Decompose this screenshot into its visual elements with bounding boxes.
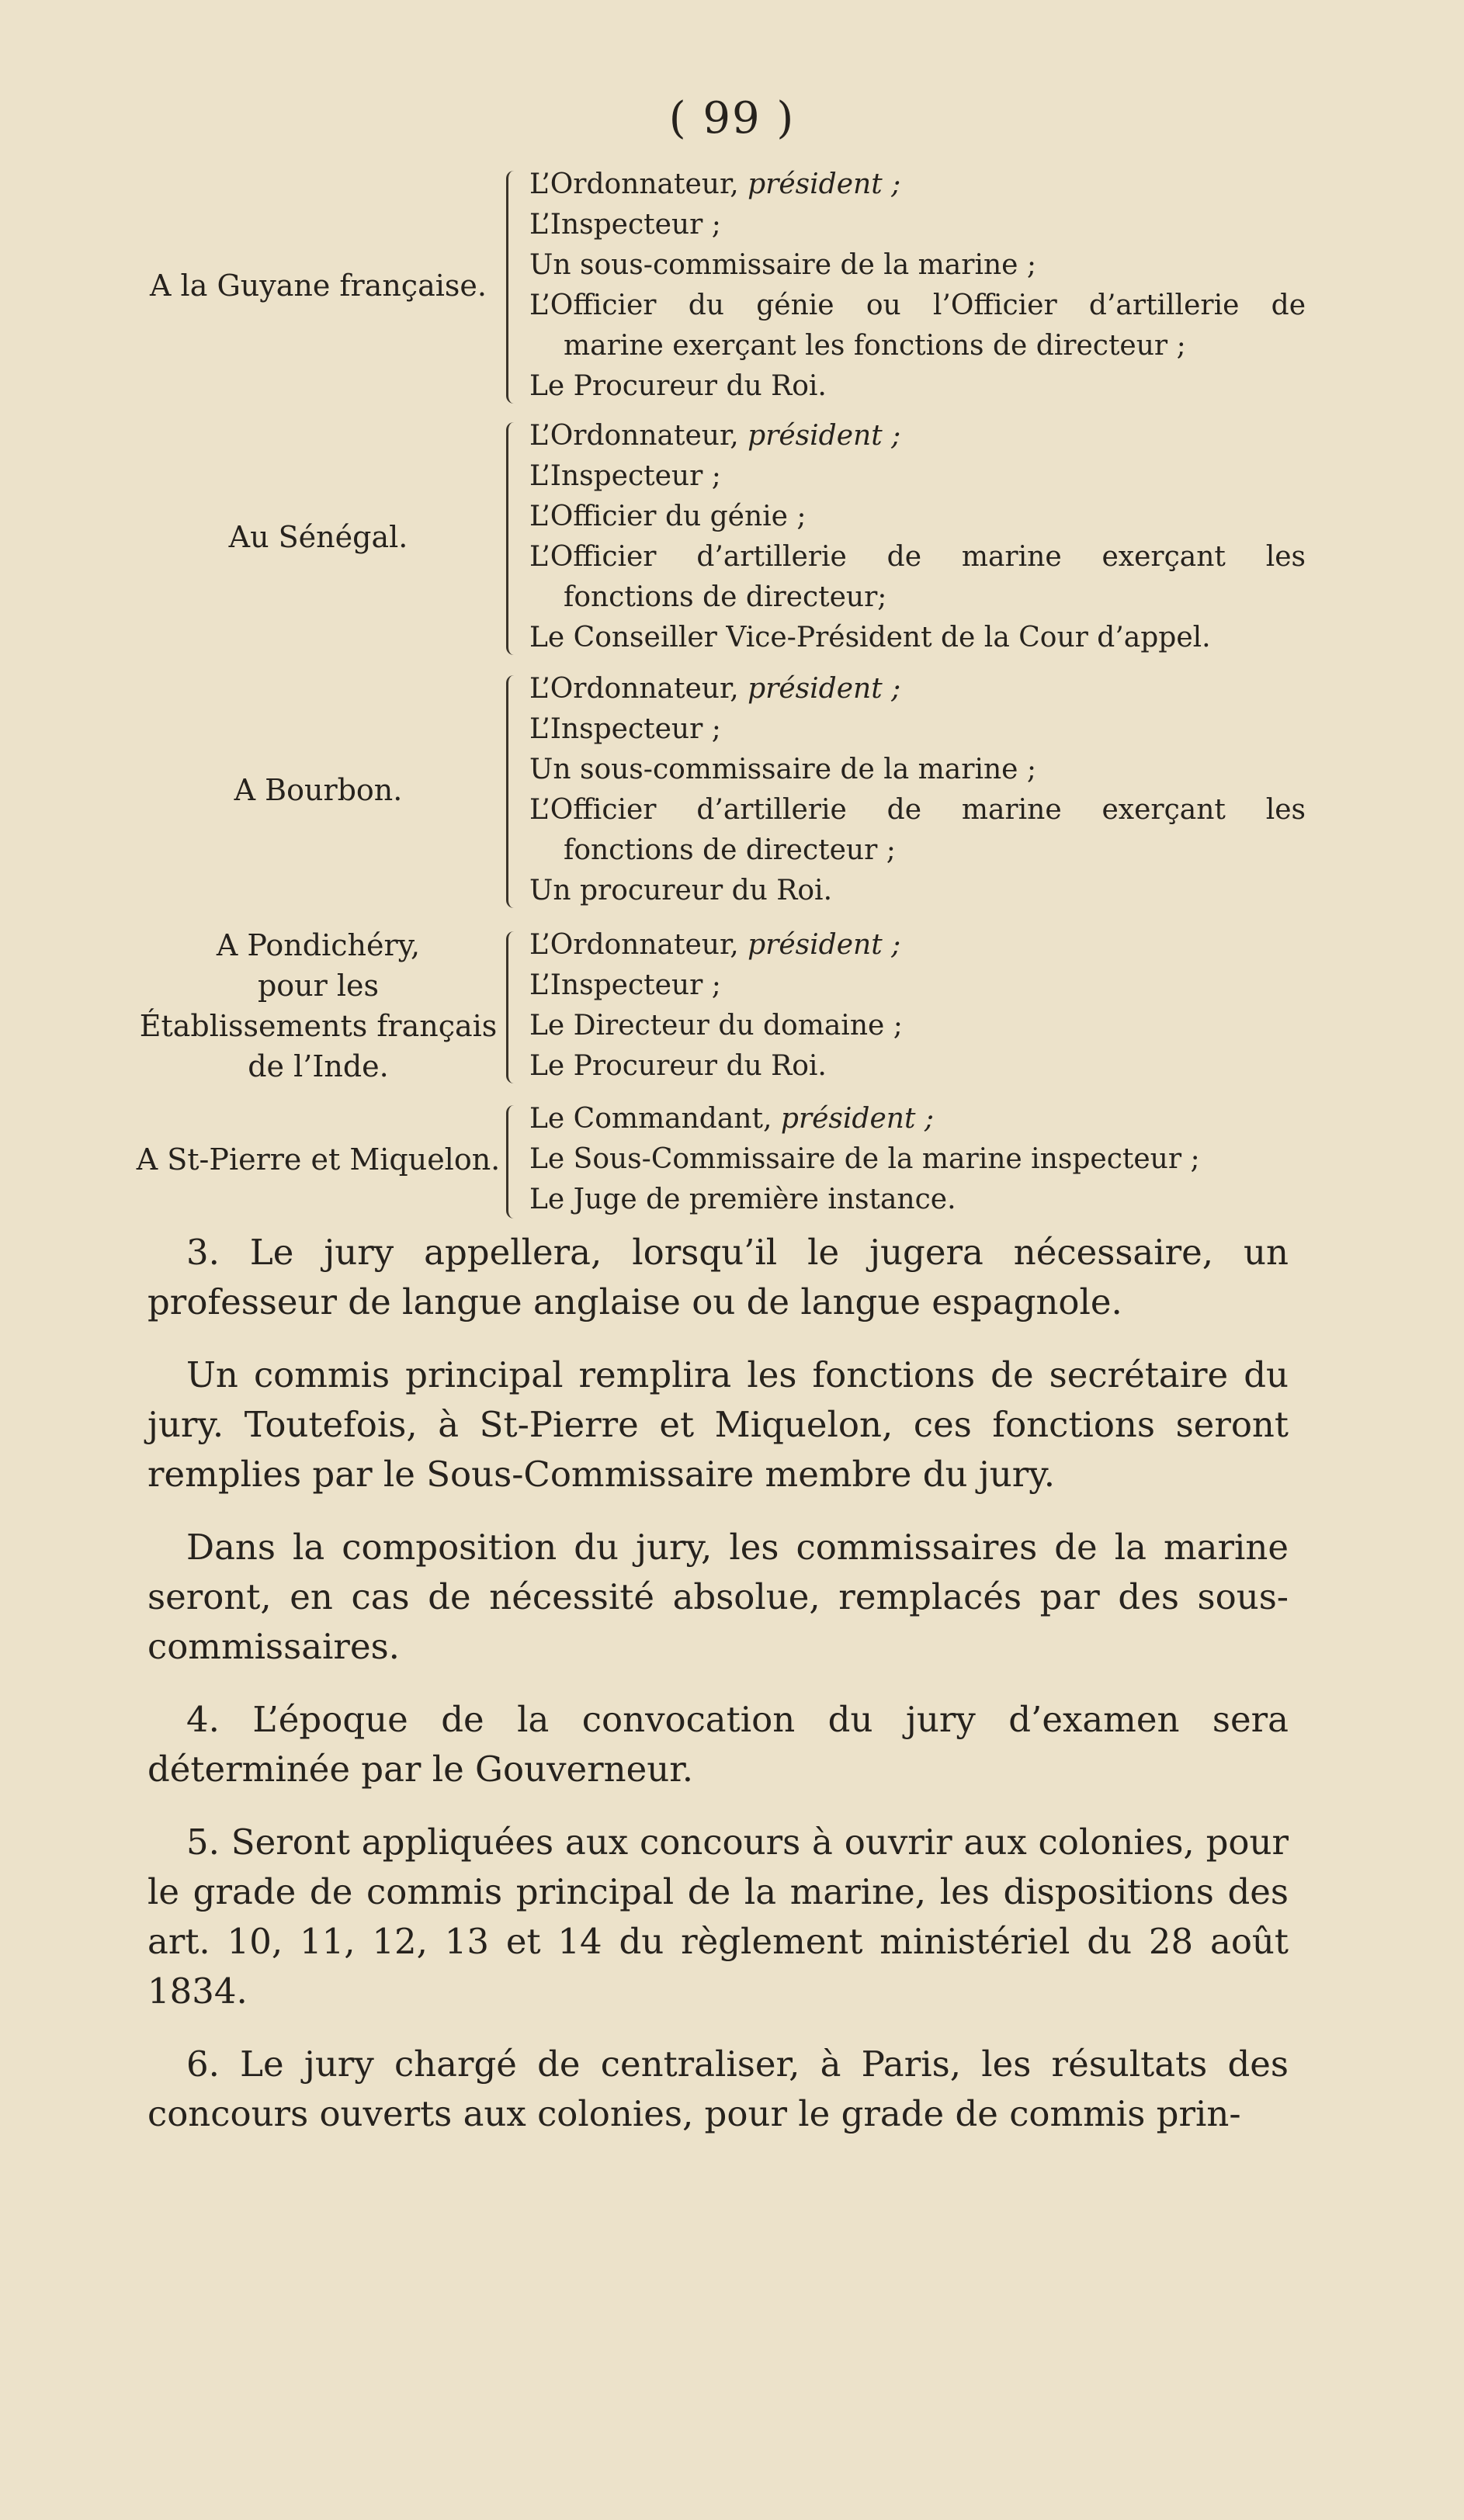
jury-group-st-pierre-miquelon (0, 1099, 1464, 1227)
member-entry: L’Ordonnateur, président ; (529, 673, 901, 705)
member-list (529, 669, 1306, 911)
group-label-line: A Pondichéry, (216, 928, 421, 962)
group-label (132, 265, 505, 306)
member-entry: L’Officier du génie ; (529, 501, 807, 532)
member-entry: Le Juge de première instance. (529, 1184, 956, 1215)
group-label-line: A la Guyane française. (150, 269, 487, 303)
paragraph: 3. Le jury appellera, lorsqu’il le jugera nécessaire, un professeur de langue anglaise ou de langue espagnole. (147, 1232, 1289, 1322)
member-entry: Le Sous-Commissaire de la marine inspecteur ; (529, 1143, 1200, 1175)
paragraph: Un commis principal remplira les fonctions de secrétaire du jury. Toutefois, à St-Pierre et Miquelon, ces fonctions seront remplies par le Sous-Commissaire membre du jury. (147, 1354, 1289, 1495)
jury-group-guyane (0, 165, 1464, 413)
member-entry: Un sous-commissaire de la marine ; (529, 249, 1037, 281)
member-entry: Le Procureur du Roi. (529, 370, 827, 402)
member-entry: Le Conseiller Vice-Président de la Cour d’appel. (529, 622, 1211, 653)
paragraph: Dans la composition du jury, les commissaires de la marine seront, en cas de nécessité absolue, remplacés par des sous-commissaires. (147, 1527, 1289, 1667)
paragraph: 6. Le jury chargé de centraliser, à Paris, les résultats des concours ouverts aux colonies, pour le grade de commis prin- (147, 2043, 1289, 2134)
group-label-line: pour les (257, 969, 380, 1003)
group-label-line: A St-Pierre et Miquelon. (136, 1142, 501, 1177)
group-label (132, 770, 505, 810)
member-entry: L’Inspecteur ; (529, 460, 721, 492)
member-list (529, 165, 1306, 407)
member-entry: L’Officier du génie ou l’Officier d’artillerie de (529, 289, 1306, 321)
member-entry-continuation: fonctions de directeur ; (564, 834, 896, 866)
body-text (147, 1228, 1289, 2162)
member-entry: L’Officier d’artillerie de marine exerçant les (529, 541, 1306, 573)
member-entry: L’Ordonnateur, président ; (529, 420, 901, 452)
member-entry: L’Ordonnateur, président ; (529, 168, 901, 200)
group-label (132, 925, 505, 1087)
member-list (529, 1099, 1306, 1220)
jury-group-pondichery (0, 925, 1464, 1092)
paragraph: 5. Seront appliquées aux concours à ouvrir aux colonies, pour le grade de commis principal de la marine, les dispositions des art. 10, 11, 12, 13 et 14 du règlement ministériel du 28 août 1834. (147, 1822, 1289, 2012)
brace (506, 422, 524, 655)
member-entry: L’Inspecteur ; (529, 713, 721, 745)
member-entry: Le Commandant, président ; (529, 1103, 934, 1135)
group-label-line: A Bourbon. (234, 773, 403, 807)
member-entry: L’Inspecteur ; (529, 969, 721, 1001)
group-label-line: de l’Inde. (248, 1049, 389, 1083)
brace (506, 1105, 524, 1218)
member-entry: Le Directeur du domaine ; (529, 1010, 903, 1042)
member-entry: Le Procureur du Roi. (529, 1050, 827, 1082)
brace (506, 171, 524, 404)
member-entry: L’Inspecteur ; (529, 209, 721, 241)
group-label-line: Au Sénégal. (228, 520, 408, 554)
member-entry-continuation: fonctions de directeur; (564, 581, 887, 613)
paragraph: 4. L’époque de la convocation du jury d’examen sera déterminée par le Gouverneur. (147, 1699, 1289, 1790)
jury-group-bourbon (0, 669, 1464, 917)
group-label (132, 517, 505, 557)
member-entry: L’Ordonnateur, président ; (529, 929, 901, 961)
member-entry-continuation: marine exerçant les fonctions de directeur ; (564, 330, 1186, 362)
member-list (529, 416, 1306, 658)
group-label-line: Établissements français (139, 1009, 498, 1043)
member-list (529, 925, 1306, 1087)
jury-group-senegal (0, 416, 1464, 664)
brace (506, 675, 524, 908)
brace (506, 931, 524, 1083)
member-entry: Un procureur du Roi. (529, 875, 833, 906)
page-number: ( 99 ) (668, 93, 796, 144)
member-entry: L’Officier d’artillerie de marine exerçant les (529, 794, 1306, 826)
group-label (132, 1139, 505, 1180)
member-entry: Un sous-commissaire de la marine ; (529, 754, 1037, 785)
